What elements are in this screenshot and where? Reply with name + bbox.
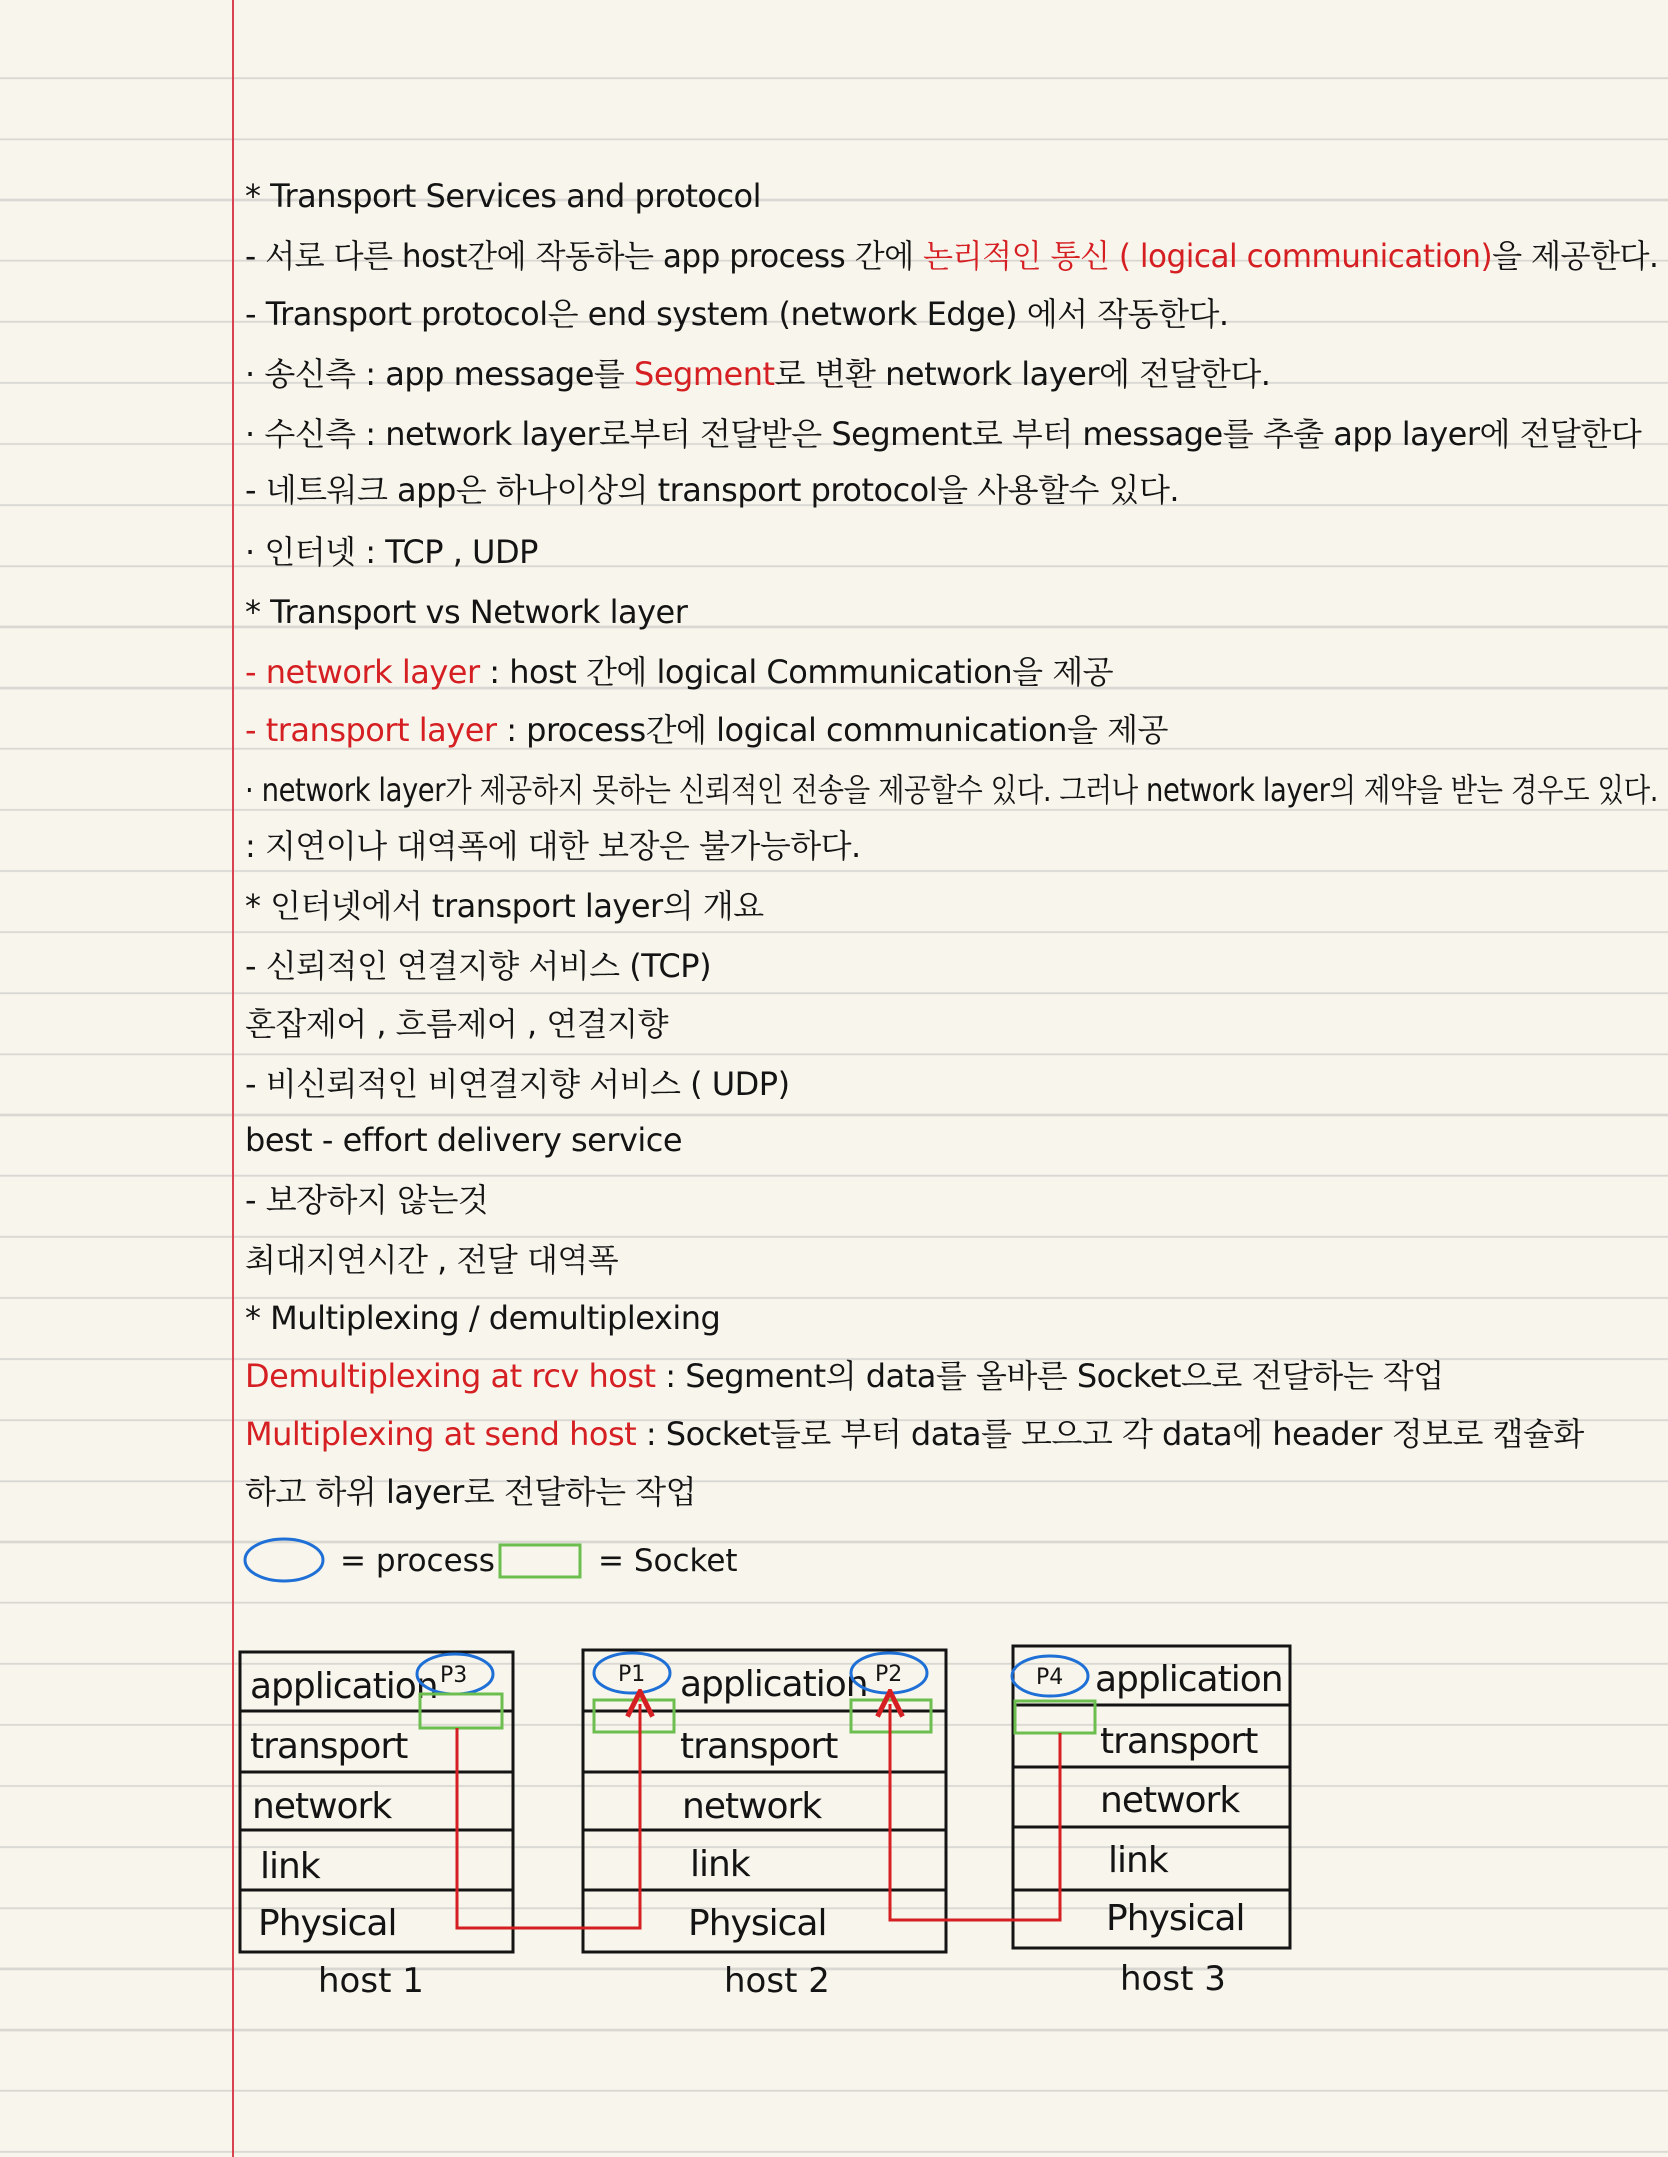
process-p1-label: P1: [618, 1662, 646, 1687]
host3-application-label: application: [1095, 1659, 1283, 1700]
note-text: · 인터넷 : TCP , UDP: [245, 533, 538, 571]
host1-network-label: network: [252, 1786, 392, 1827]
host3-stack: [1012, 1646, 1290, 1999]
note-text: * Transport vs Network layer: [245, 593, 688, 631]
note-text: 을 제공한다.: [1492, 237, 1659, 275]
note-text: 혼잡제어 , 흐름제어 , 연결지향: [245, 1005, 668, 1043]
note-text: : Socket들로 부터 data를 모으고 각 data에 header 정보로 캡슐화: [636, 1415, 1584, 1453]
host2-link-label: link: [690, 1844, 750, 1885]
socket-legend-icon: [500, 1545, 580, 1577]
note-text: 최대지연시간 , 전달 대역폭: [245, 1241, 619, 1279]
host2-stack: [583, 1650, 946, 2001]
process-legend-icon: [245, 1539, 323, 1581]
note-text: - 보장하지 않는것: [245, 1181, 489, 1219]
socket-p1: [594, 1700, 674, 1732]
note-text: * Transport Services and protocol: [245, 177, 762, 215]
note-text: - 신뢰적인 연결지향 서비스 (TCP): [245, 947, 712, 985]
process-p4-label: P4: [1036, 1665, 1064, 1690]
host3-physical-label: Physical: [1106, 1898, 1245, 1939]
process-p2-label: P2: [875, 1662, 903, 1687]
note-text: * 인터넷에서 transport layer의 개요: [245, 887, 764, 925]
note-text: : Segment의 data를 올바른 Socket으로 전달하는 작업: [655, 1357, 1444, 1395]
host3-network-label: network: [1100, 1780, 1240, 1821]
highlight-text: 논리적인 통신 ( logical communication): [923, 237, 1493, 275]
host2-physical-label: Physical: [688, 1903, 827, 1944]
note-text: · 수신측 : network layer로부터 전달받은 Segment로 부터 message를 추출 app layer에 전달한다: [245, 415, 1642, 453]
highlight-text: - transport layer: [245, 711, 497, 749]
socket-legend-label: = Socket: [598, 1543, 738, 1579]
host3-label: host 3: [1120, 1959, 1226, 1999]
flow-p4-to-p2: [890, 1704, 1060, 1920]
host1-link-label: link: [260, 1846, 320, 1887]
note-text: : 지연이나 대역폭에 대한 보장은 불가능하다.: [245, 827, 861, 865]
note-text: * Multiplexing / demultiplexing: [245, 1299, 721, 1337]
flow-p3-to-p1: [457, 1704, 640, 1928]
note-text: 하고 하위 layer로 전달하는 작업: [245, 1473, 697, 1511]
host3-link-label: link: [1108, 1840, 1168, 1881]
host2-transport-label: transport: [680, 1726, 838, 1767]
host1-stack: [240, 1652, 513, 2001]
note-text: · 송신측 : app message를: [245, 355, 635, 393]
host2-network-label: network: [682, 1786, 822, 1827]
host1-label: host 1: [318, 1961, 424, 2001]
note-text: : host 간에 logical Communication을 제공: [479, 653, 1114, 691]
host2-label: host 2: [724, 1961, 830, 2001]
note-text: - 비신뢰적인 비연결지향 서비스 ( UDP): [245, 1065, 790, 1103]
host2-application-label: application: [680, 1664, 868, 1705]
process-p3-label: P3: [440, 1663, 468, 1688]
note-text: · network layer가 제공하지 못하는 신뢰적인 전송을 제공할수 있다. 그러나 network layer의 제약을 받는 경우도 있다.: [245, 771, 1658, 809]
host1-application-label: application: [250, 1666, 438, 1707]
host1-transport-label: transport: [250, 1726, 408, 1767]
highlight-text: Multiplexing at send host: [245, 1415, 637, 1453]
highlight-text: Segment: [634, 355, 775, 393]
host1-physical-label: Physical: [258, 1903, 397, 1944]
note-text: - Transport protocol은 end system (network Edge) 에서 작동한다.: [245, 295, 1229, 333]
note-text: best - effort delivery service: [245, 1121, 683, 1159]
highlight-text: Demultiplexing at rcv host: [245, 1357, 656, 1395]
note-text: - 네트워크 app은 하나이상의 transport protocol을 사용할수 있다.: [245, 471, 1180, 509]
host3-transport-label: transport: [1100, 1721, 1258, 1762]
note-text: : process간에 logical communication을 제공: [496, 711, 1168, 749]
note-text: - 서로 다른 host간에 작동하는 app process 간에: [245, 237, 924, 275]
process-legend-label: = process: [340, 1543, 495, 1579]
highlight-text: - network layer: [245, 653, 480, 691]
note-text: 로 변환 network layer에 전달한다.: [774, 355, 1271, 393]
